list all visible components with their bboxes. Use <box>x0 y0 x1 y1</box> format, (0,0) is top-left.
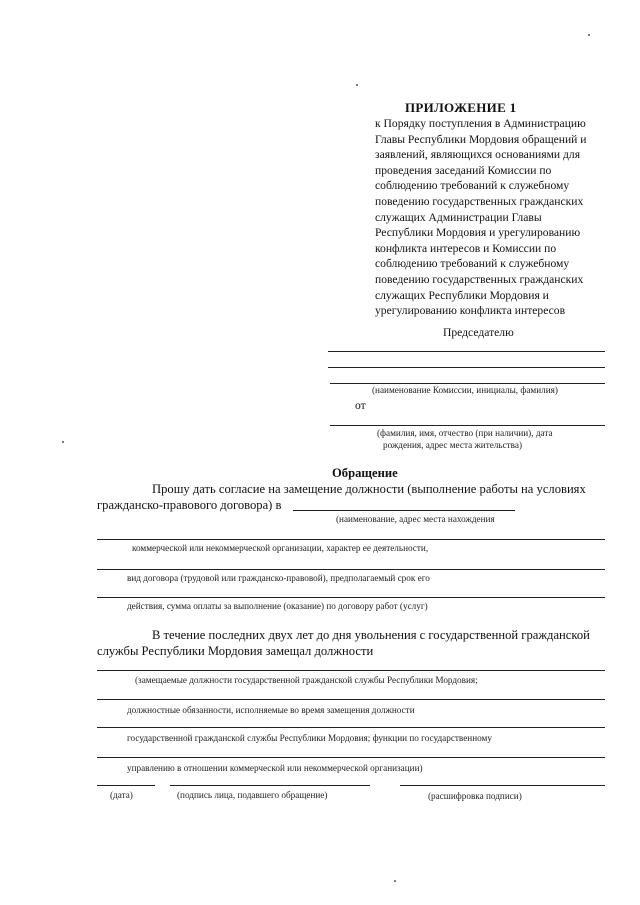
paragraph-text: службы Республики Мордовия замещал должности <box>97 644 374 658</box>
decoding-line <box>400 785 605 786</box>
paragraph-text: гражданско-правового договора) в <box>97 498 282 512</box>
appendix-line: соблюдению требований к служебному <box>375 257 570 271</box>
applicant-caption-2: рождения, адрес места жительства) <box>383 440 523 450</box>
appendix-line: конфликта интересов и Комиссии по <box>375 241 557 255</box>
appendix-line: поведению государственных гражданских <box>375 272 584 286</box>
request-heading: Обращение <box>332 466 398 480</box>
appendix-line: Главы Республики Мордовия обращений и <box>375 132 587 146</box>
caption-contract: вид договора (трудовой или гражданско-правовой), предполагаемый срок его <box>127 573 430 583</box>
appendix-line: заявлений, являющихся основаниями для <box>375 148 581 162</box>
appendix-reference <box>375 116 637 319</box>
scan-speck <box>356 84 358 86</box>
appendix-line: соблюдению требований к служебному <box>375 179 570 193</box>
blank-line <box>97 569 605 570</box>
appendix-line: Республики Мордовия и урегулированию <box>375 226 581 240</box>
scan-speck <box>394 880 396 882</box>
appendix-line: служащих Республики Мордовия и <box>375 288 549 302</box>
addressee-to: Председателю <box>443 326 514 339</box>
blank-line <box>97 539 605 540</box>
signature-date-caption: (дата) <box>110 790 133 800</box>
scan-speck <box>588 34 590 36</box>
signature-decoding-caption: (расшифровка подписи) <box>428 791 522 801</box>
blank-line <box>97 670 605 671</box>
appendix-line: урегулированию конфликта интересов <box>375 304 566 318</box>
caption-positions: (замещаемые должности государственной гражданской службы Республики Мордовия; <box>135 675 478 685</box>
date-line <box>97 785 155 786</box>
appendix-line: служащих Администрации Главы <box>375 210 542 224</box>
appendix-line: к Порядку поступления в Администрацию <box>375 117 586 130</box>
caption-org-type: коммерческой или некоммерческой организации, характер ее деятельности, <box>132 543 429 553</box>
signature-caption: (подпись лица, подавшего обращение) <box>177 790 328 800</box>
caption-org-name: (наименование, адрес места нахождения <box>336 514 495 524</box>
signature-line <box>170 785 370 786</box>
commission-caption: (наименование Комиссии, инициалы, фамилия) <box>372 385 558 395</box>
blank-line <box>97 597 605 598</box>
paragraph-text: Прошу дать согласие на замещение должности (выполнение работы на условиях <box>152 482 586 496</box>
blank-line <box>97 757 605 758</box>
addressee-from: от <box>355 399 366 412</box>
blank-line <box>328 351 605 352</box>
blank-line <box>328 367 605 368</box>
scan-speck <box>62 441 64 443</box>
paragraph-text: В течение последних двух лет до дня увольнения с государственной гражданской <box>152 628 590 642</box>
blank-line <box>97 727 605 728</box>
appendix-title: ПРИЛОЖЕНИЕ 1 <box>405 100 517 115</box>
blank-line <box>330 383 605 384</box>
caption-payment: действия, сумма оплаты за выполнение (оказание) по договору работ (услуг) <box>127 601 428 611</box>
blank-line <box>293 510 515 511</box>
blank-line <box>97 699 605 700</box>
appendix-line: проведения заседаний Комиссии по <box>375 163 552 177</box>
caption-functions: государственной гражданской службы Республики Мордовия; функции по государственному <box>127 733 492 743</box>
blank-line <box>330 425 605 426</box>
applicant-caption-1: (фамилия, имя, отчество (при наличии), дата <box>377 428 553 438</box>
caption-duties: должностные обязанности, исполняемые во время замещения должности <box>127 705 415 715</box>
caption-management: управлению в отношении коммерческой или некоммерческой организации) <box>127 763 423 773</box>
appendix-line: поведению государственных гражданских <box>375 194 584 208</box>
